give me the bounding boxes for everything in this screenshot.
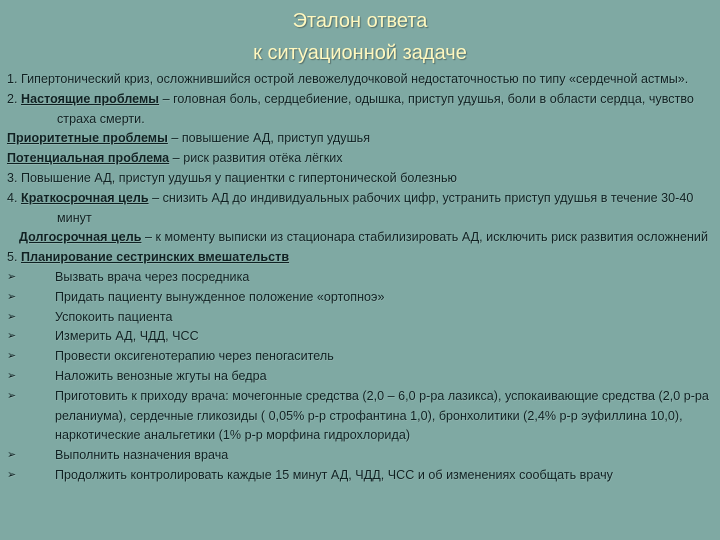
intervention-item	[7, 387, 713, 446]
arrow-bullet-icon: ➢	[7, 389, 17, 402]
item-planning	[7, 248, 713, 268]
arrow-bullet-icon: ➢	[7, 290, 17, 303]
intervention-item	[7, 268, 713, 288]
short-term-goal-label: Краткосрочная цель	[21, 190, 149, 205]
potential-problem-label: Потенциальная проблема	[7, 151, 170, 166]
title-line-2: к ситуационной задаче	[253, 42, 467, 64]
intervention-text: Приготовить к приходу врача: мочегонные средства (2,0 – 6,0 р-ра лазикса), успокаивающие средства (2,0 р-ра реланиума), сердечные гликозиды ( 0,05% р-р строфантина 1,0), бронхолитики (2,4% р-р эуфиллина 10,0), наркотические анальгетики (1% р-р морфина гидрохлорида)	[55, 388, 709, 443]
intervention-list	[7, 268, 713, 486]
intervention-item	[7, 327, 713, 347]
item-priority-problems	[7, 129, 713, 149]
priority-problems-label: Приоритетные проблемы	[7, 131, 168, 146]
item-number: 4.	[7, 190, 22, 205]
intervention-item	[7, 446, 713, 466]
arrow-bullet-icon: ➢	[7, 310, 17, 323]
arrow-bullet-icon: ➢	[7, 449, 17, 462]
priority-problems-text: – повышение АД, приступ удушья	[167, 131, 371, 146]
item-long-term-goal	[7, 228, 713, 248]
item-short-term-goal	[7, 189, 713, 229]
current-problems-label: Настоящие проблемы	[21, 91, 160, 106]
intervention-item	[7, 466, 713, 486]
arrow-bullet-icon: ➢	[7, 330, 17, 343]
intervention-text: Успокоить пациента	[55, 309, 173, 324]
intervention-text: Измерить АД, ЧДД, ЧСС	[55, 329, 199, 344]
item-diagnosis: 1. Гипертонический криз, осложнившийся острой левожелудочковой недостаточностью по типу «сердечной астмы».	[7, 72, 689, 86]
intervention-text: Продолжить контролировать каждые 15 минут АД, ЧДД, ЧСС и об изменениях сообщать врачу	[55, 467, 613, 482]
title-line-1: Эталон ответа	[292, 10, 428, 32]
item-nursing-diagnosis: 3. Повышение АД, приступ удушья у пациентки с гипертонической болезнью	[7, 170, 457, 185]
arrow-bullet-icon: ➢	[7, 369, 17, 382]
item-potential-problem	[7, 149, 713, 169]
long-term-goal-label: Долгосрочная цель	[19, 230, 142, 245]
item-number: 2.	[7, 91, 22, 106]
intervention-item	[7, 367, 713, 387]
intervention-item	[7, 288, 713, 308]
intervention-text: Наложить венозные жгуты на бедра	[55, 368, 267, 383]
intervention-text: Провести оксигенотерапию через пеногаситель	[55, 349, 334, 364]
answer-content	[7, 70, 713, 486]
long-term-goal-text: – к моменту выписки из стационара стабилизировать АД, исключить риск развития осложнений	[141, 230, 708, 245]
planning-label: Планирование сестринских вмешательств	[21, 250, 290, 265]
short-term-goal-text: – снизить АД до индивидуальных рабочих цифр, устранить приступ удушья в течение 30-40 минут	[57, 190, 694, 225]
intervention-item	[7, 347, 713, 367]
arrow-bullet-icon: ➢	[7, 270, 17, 283]
current-problems-text: – головная боль, сердцебиение, одышка, приступ удушья, боли в области сердца, чувство страха смерти.	[57, 91, 694, 126]
item-current-problems	[7, 90, 713, 130]
arrow-bullet-icon: ➢	[7, 468, 17, 481]
intervention-text: Вызвать врача через посредника	[55, 269, 250, 284]
potential-problem-text: – риск развития отёка лёгких	[169, 151, 343, 166]
intervention-text: Придать пациенту вынужденное положение «ортопноэ»	[55, 289, 385, 304]
arrow-bullet-icon: ➢	[7, 350, 17, 363]
item-number: 5.	[7, 250, 22, 265]
intervention-item	[7, 308, 713, 328]
intervention-text: Выполнить назначения врача	[55, 448, 229, 463]
